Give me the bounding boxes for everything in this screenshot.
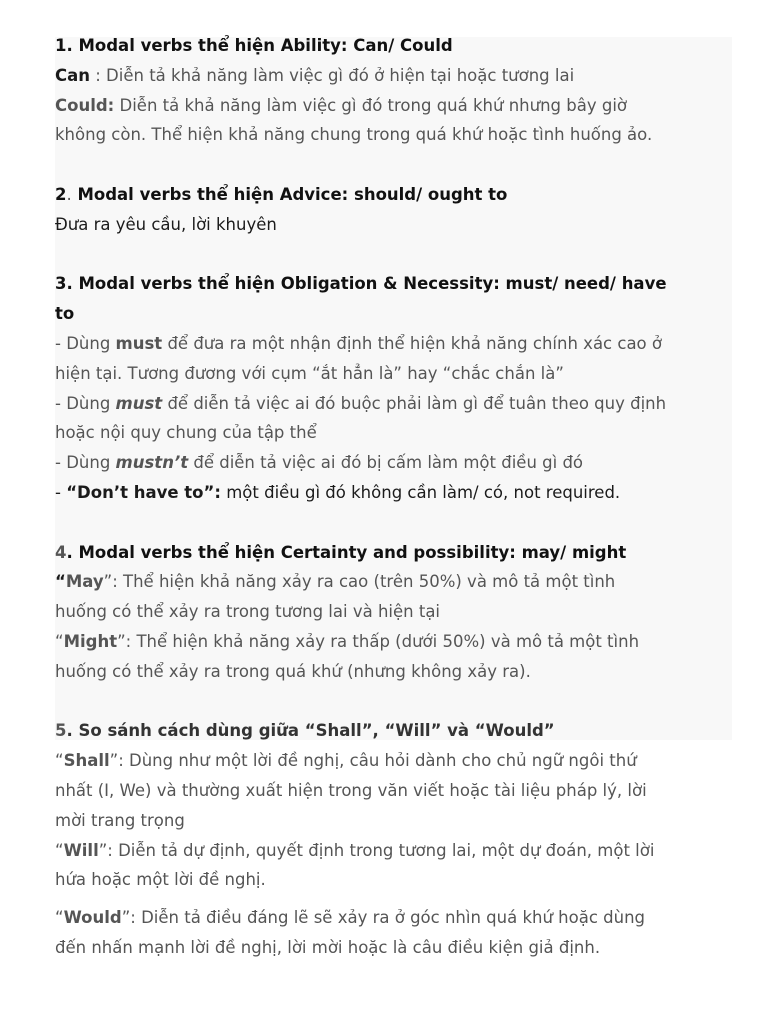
could-definition: Could: Diễn tả khả năng làm việc gì đó trong quá khứ nhưng bây giờ [55, 95, 627, 115]
might-definition-cont: huống có thể xảy ra trong quá khứ (nhưng không xảy ra). [55, 661, 531, 681]
section-5-heading: 5. So sánh cách dùng giữa “Shall”, “Will” và “Would” [55, 721, 555, 741]
document-body [55, 31, 735, 963]
advice-text: Đưa ra yêu cầu, lời khuyên [55, 214, 277, 234]
section-4-heading: 4. Modal verbs thể hiện Certainty and possibility: may/ might [55, 542, 627, 562]
might-definition: “Might”: Thể hiện khả năng xảy ra thấp (dưới 50%) và mô tả một tình [55, 631, 640, 651]
could-definition-cont: không còn. Thể hiện khả năng chung trong quá khứ hoặc tình huống ảo. [55, 125, 653, 145]
would-definition-cont: đến nhấn mạnh lời đề nghị, lời mời hoặc là câu điều kiện giả định. [55, 937, 601, 957]
will-definition: “Will”: Diễn tả dự định, quyết định trong tương lai, một dự đoán, một lời [55, 840, 655, 860]
section-2-heading: 2. Modal verbs thể hiện Advice: should/ ought to [55, 184, 508, 204]
would-definition: “Would”: Diễn tả điều đáng lẽ sẽ xảy ra ở góc nhìn quá khứ hoặc dùng [55, 908, 645, 928]
section-3-heading-cont: to [55, 304, 75, 324]
can-term: Can [55, 65, 90, 85]
shall-definition-cont-1: nhất (I, We) và thường xuất hiện trong văn viết hoặc tài liệu pháp lý, lời [55, 780, 647, 800]
section-1-heading: 1. Modal verbs thể hiện Ability: Can/ Could [55, 36, 453, 55]
shall-definition-cont-2: mời trang trọng [55, 810, 185, 830]
may-definition-cont: huống có thể xảy ra trong tương lai và hiện tại [55, 602, 441, 622]
shall-definition: “Shall”: Dùng như một lời đề nghị, câu hỏi dành cho chủ ngữ ngôi thứ [55, 751, 637, 771]
must-bullet-2-cont: hoặc nội quy chung của tập thể [55, 423, 317, 443]
section-3-heading: 3. Modal verbs thể hiện Obligation & Necessity: must/ need/ have [55, 274, 667, 294]
can-definition: Can : Diễn tả khả năng làm việc gì đó ở hiện tại hoặc tương lai [55, 65, 575, 85]
must-bullet-1: - Dùng must để đưa ra một nhận định thể hiện khả năng chính xác cao ở [55, 333, 662, 353]
must-bullet-2: - Dùng must để diễn tả việc ai đó buộc phải làm gì để tuân theo quy định [55, 393, 667, 413]
must-bullet-1-cont: hiện tại. Tương đương với cụm “ắt hẳn là” hay “chắc chắn là” [55, 363, 564, 383]
could-term: Could: [55, 95, 115, 115]
mustnt-bullet: - Dùng mustn’t để diễn tả việc ai đó bị cấm làm một điều gì đó [55, 453, 584, 473]
dont-have-to-bullet: - “Don’t have to”: một điều gì đó không cần làm/ có, not required. [55, 482, 621, 502]
will-definition-cont: hứa hoặc một lời đề nghị. [55, 870, 266, 890]
may-definition: “May”: Thể hiện khả năng xảy ra cao (trên 50%) và mô tả một tình [55, 572, 616, 592]
